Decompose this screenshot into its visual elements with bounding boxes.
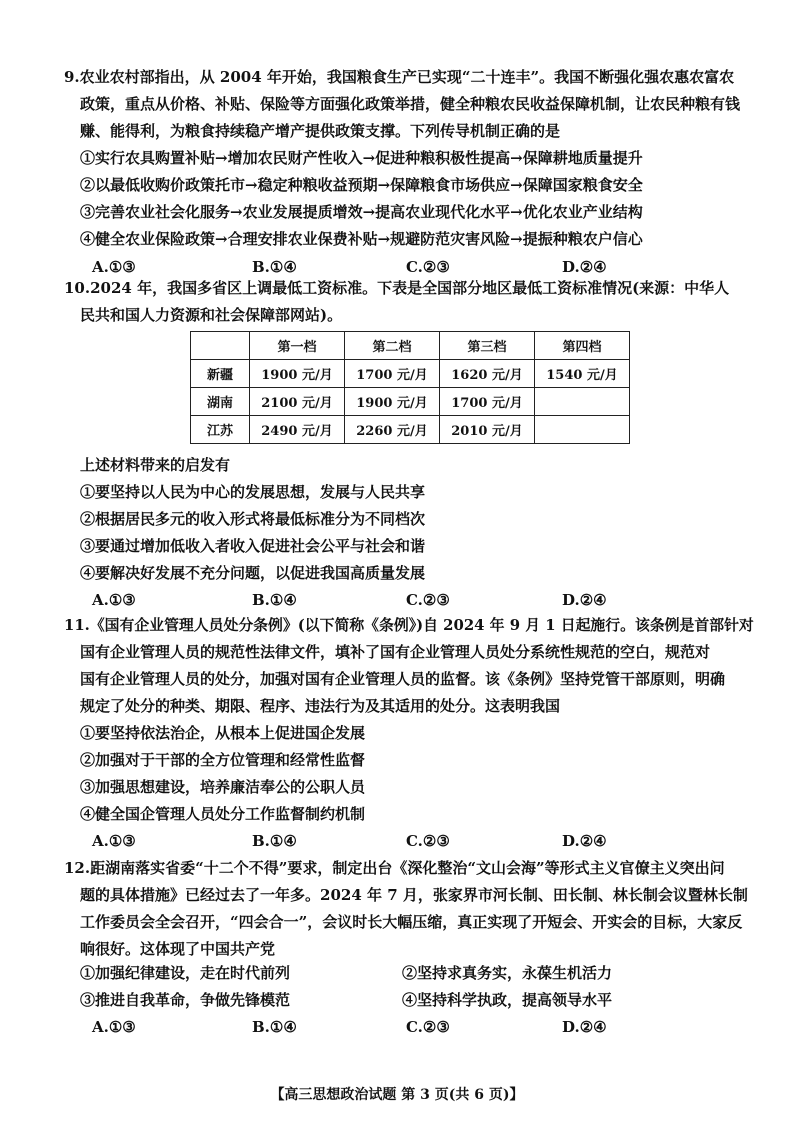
table-cell: 新疆 bbox=[191, 360, 250, 388]
q9-choice-2: ②以最低收购价政策托市→稳定种粮收益预期→保障粮食市场供应→保障国家粮食安全 bbox=[80, 176, 643, 194]
q12-stem-line-2: 题的具体措施》已经过去了一年多。2024 年 7 月，张家界市河长制、田长制、林长制会议暨林长制 bbox=[80, 886, 748, 904]
table-cell: 2490 元/月 bbox=[250, 416, 345, 444]
table-cell: 2100 元/月 bbox=[250, 388, 345, 416]
table-row bbox=[191, 416, 630, 444]
q12-choice-1: ①加强纪律建设，走在时代前列 bbox=[80, 964, 291, 982]
q10-option-d: D.②④ bbox=[562, 591, 607, 609]
q12-stem-line-3: 工作委员会全会召开，“四会合一”，会议时长大幅压缩，真正实现了开短会、开实会的目标，大家反 bbox=[80, 913, 743, 931]
q10-stem-line-1: 10.2024 年，我国多省区上调最低工资标准。下表是全国部分地区最低工资标准情况(来源：中华人 bbox=[64, 279, 730, 297]
q11-option-b: B.①④ bbox=[252, 832, 297, 850]
q10-choice-1: ①要坚持以人民为中心的发展思想，发展与人民共享 bbox=[80, 483, 426, 501]
q10-choice-2: ②根据居民多元的收入形式将最低标准分为不同档次 bbox=[80, 510, 426, 528]
q9-stem-line-3: 赚、能得利，为粮食持续稳产增产提供政策支撑。下列传导机制正确的是 bbox=[80, 122, 561, 140]
q11-choice-3: ③加强思想建设，培养廉洁奉公的公职人员 bbox=[80, 778, 366, 796]
table-cell: 1700 元/月 bbox=[440, 388, 535, 416]
table-header-cell: 第四档 bbox=[535, 332, 630, 360]
q9-option-d: D.②④ bbox=[562, 258, 607, 276]
table-header-cell: 第一档 bbox=[250, 332, 345, 360]
table-cell: 2010 元/月 bbox=[440, 416, 535, 444]
q12-stem-line-4: 响很好。这体现了中国共产党 bbox=[80, 940, 276, 958]
q11-option-d: D.②④ bbox=[562, 832, 607, 850]
table-cell: 湖南 bbox=[191, 388, 250, 416]
q12-choice-2: ②坚持求真务实，永葆生机活力 bbox=[402, 964, 613, 982]
table-header-row bbox=[191, 332, 630, 360]
q11-choice-4: ④健全国企管理人员处分工作监督制约机制 bbox=[80, 805, 366, 823]
table-cell bbox=[535, 388, 630, 416]
q9-option-b: B.①④ bbox=[252, 258, 297, 276]
q11-stem-line-3: 国有企业管理人员的处分，加强对国有企业管理人员的监督。该《条例》坚持党管干部原则，明确 bbox=[80, 670, 726, 688]
q12-choice-3: ③推进自我革命，争做先锋模范 bbox=[80, 991, 291, 1009]
q11-choice-1: ①要坚持依法治企，从根本上促进国企发展 bbox=[80, 724, 366, 742]
q11-stem-line-4: 规定了处分的种类、期限、程序、违法行为及其适用的处分。这表明我国 bbox=[80, 697, 561, 715]
table-header-cell bbox=[191, 332, 250, 360]
table-cell bbox=[535, 416, 630, 444]
table-cell: 1900 元/月 bbox=[345, 388, 440, 416]
q12-option-b: B.①④ bbox=[252, 1018, 297, 1036]
q12-stem-line-1: 12.距湖南落实省委“十二个不得”要求，制定出台《深化整治“文山会海”等形式主义官僚主义突出问 bbox=[64, 859, 725, 877]
table-cell: 1620 元/月 bbox=[440, 360, 535, 388]
q11-stem-line-2: 国有企业管理人员的规范性法律文件，填补了国有企业管理人员处分系统性规范的空白，规范对 bbox=[80, 643, 711, 661]
table-cell: 江苏 bbox=[191, 416, 250, 444]
q12-option-d: D.②④ bbox=[562, 1018, 607, 1036]
q10-option-a: A.①③ bbox=[92, 591, 136, 609]
table-cell: 2260 元/月 bbox=[345, 416, 440, 444]
table-cell: 1700 元/月 bbox=[345, 360, 440, 388]
q11-option-a: A.①③ bbox=[92, 832, 136, 850]
table-row bbox=[191, 360, 630, 388]
q10-option-b: B.①④ bbox=[252, 591, 297, 609]
q9-choice-3: ③完善农业社会化服务→农业发展提质增效→提高农业现代化水平→优化农业产业结构 bbox=[80, 203, 643, 221]
q12-option-a: A.①③ bbox=[92, 1018, 136, 1036]
q9-stem-line-1: 9.农业农村部指出，从 2004 年开始，我国粮食生产已实现“二十连丰”。我国不断强化强农惠农富农 bbox=[64, 68, 735, 86]
q12-choice-4: ④坚持科学执政，提高领导水平 bbox=[402, 991, 613, 1009]
table-header-cell: 第三档 bbox=[440, 332, 535, 360]
q9-choice-1: ①实行农具购置补贴→增加农民财产性收入→促进种粮积极性提高→保障耕地质量提升 bbox=[80, 149, 643, 167]
q9-option-c: C.②③ bbox=[406, 258, 450, 276]
q9-option-a: A.①③ bbox=[92, 258, 136, 276]
q10-choice-4: ④要解决好发展不充分问题，以促进我国高质量发展 bbox=[80, 564, 426, 582]
page-footer: 【高三思想政治试题 第 3 页(共 6 页)】 bbox=[270, 1087, 524, 1103]
table-row bbox=[191, 388, 630, 416]
q12-option-c: C.②③ bbox=[406, 1018, 450, 1036]
q10-choice-3: ③要通过增加低收入者收入促进社会公平与社会和谐 bbox=[80, 537, 426, 555]
table-cell: 1540 元/月 bbox=[535, 360, 630, 388]
q11-option-c: C.②③ bbox=[406, 832, 450, 850]
q10-prompt: 上述材料带来的启发有 bbox=[80, 456, 231, 474]
table-cell: 1900 元/月 bbox=[250, 360, 345, 388]
q11-choice-2: ②加强对于干部的全方位管理和经常性监督 bbox=[80, 751, 366, 769]
table-header-cell: 第二档 bbox=[345, 332, 440, 360]
q9-choice-4: ④健全农业保险政策→合理安排农业保费补贴→规避防范灾害风险→提振种粮农户信心 bbox=[80, 230, 643, 248]
q10-option-c: C.②③ bbox=[406, 591, 450, 609]
q10-stem-line-2: 民共和国人力资源和社会保障部网站)。 bbox=[80, 306, 343, 324]
q9-stem-line-2: 政策，重点从价格、补贴、保险等方面强化政策举措，健全种粮农民收益保障机制，让农民种粮有钱 bbox=[80, 95, 741, 113]
q11-stem-line-1: 11.《国有企业管理人员处分条例》(以下简称《条例》)自 2024 年 9 月 1 日起施行。该条例是首部针对 bbox=[64, 616, 754, 634]
min-wage-table bbox=[190, 331, 630, 444]
